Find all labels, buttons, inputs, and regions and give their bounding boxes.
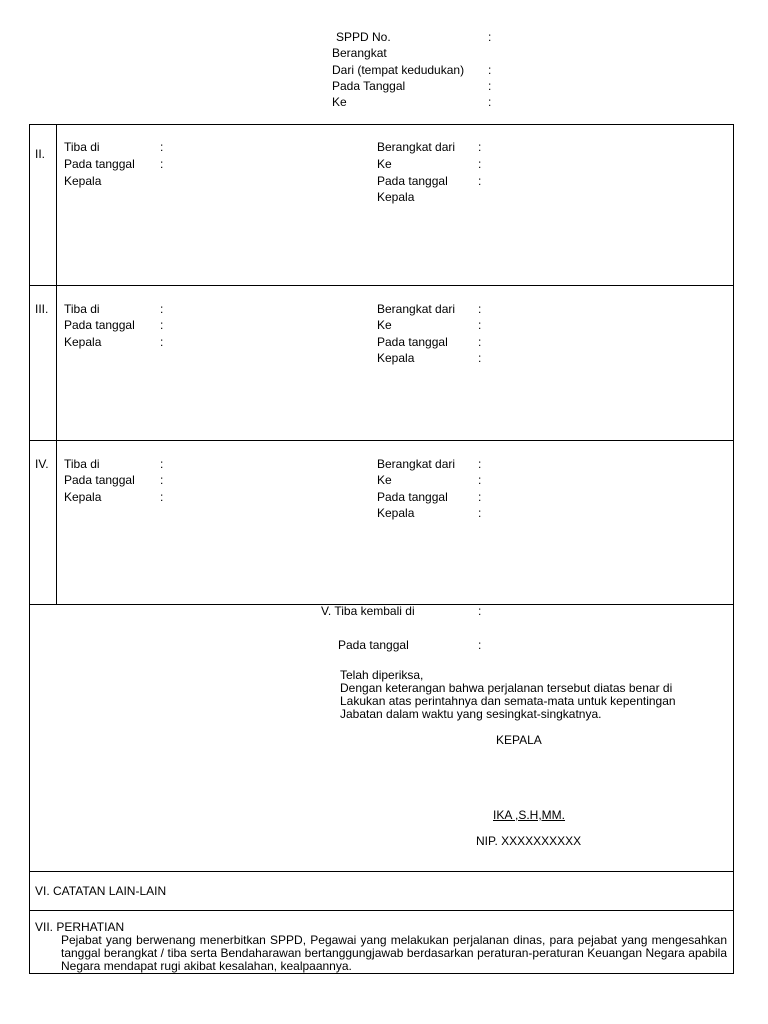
- section-iv-right-kepala-colon: :: [478, 506, 482, 520]
- divider-ii-iii: [29, 285, 734, 286]
- section-iii-berangkat-label: Berangkat dari: [377, 302, 456, 316]
- section-v-paragraph: [340, 669, 676, 721]
- section-vi-title: VI. CATATAN LAIN-LAIN: [35, 884, 167, 898]
- section-iii-pada-tanggal-label: Pada tanggal: [377, 335, 448, 349]
- section-iii-tiba-colon: :: [160, 302, 164, 316]
- section-ii-right-kepala-label: Kepala: [377, 190, 415, 204]
- border-bottom: [29, 973, 734, 974]
- section-iii-kepala-label: Kepala: [64, 335, 102, 349]
- section-iii-tanggal-colon: :: [160, 318, 164, 332]
- section-ii-berangkat-label: Berangkat dari: [377, 140, 456, 154]
- section-v-paragraph-line: Telah diperiksa,: [340, 668, 424, 682]
- section-ii-ke-label: Ke: [377, 157, 392, 171]
- section-iv-berangkat-label: Berangkat dari: [377, 457, 456, 471]
- header-dari-label: Dari (tempat kedudukan): [332, 63, 465, 77]
- header-dari-colon: :: [488, 63, 492, 77]
- section-iv-ke-colon: :: [478, 473, 482, 487]
- section-ii-tanggal-colon: :: [160, 157, 164, 171]
- section-v-tiba-label: V. Tiba kembali di: [321, 604, 415, 618]
- border-right: [733, 124, 734, 974]
- header-pada-tanggal-label: Pada Tanggal: [332, 79, 406, 93]
- section-ii-pada-tanggal-label: Pada tanggal: [377, 174, 448, 188]
- header-sppd-no-colon: :: [488, 30, 492, 44]
- section-v-paragraph-line: Lakukan atas perintahnya dan semata-mata untuk kepentingan: [340, 694, 676, 708]
- section-iii-tiba-label: Tiba di: [64, 302, 100, 316]
- section-v-tanggal-colon: :: [478, 638, 482, 652]
- border-top: [29, 124, 734, 125]
- section-iii-numeral: III.: [35, 302, 49, 316]
- section-ii-tiba-colon: :: [160, 140, 164, 154]
- section-ii-kepala-label: Kepala: [64, 174, 102, 188]
- section-iii-right-kepala-label: Kepala: [377, 351, 415, 365]
- section-v-signer-name: IKA ,S.H,MM.: [493, 808, 566, 822]
- section-iv-tanggal-colon: :: [160, 473, 164, 487]
- divider-iii-iv: [29, 440, 734, 441]
- section-iv-kepala-label: Kepala: [64, 490, 102, 504]
- section-iii-berangkat-colon: :: [478, 302, 482, 316]
- section-iii-tanggal-label: Pada tanggal: [64, 318, 135, 332]
- section-iv-ke-label: Ke: [377, 473, 392, 487]
- section-ii-berangkat-colon: :: [478, 140, 482, 154]
- section-iv-tiba-colon: :: [160, 457, 164, 471]
- section-vii-title: VII. PERHATIAN: [35, 920, 125, 934]
- section-v-paragraph-line: Jabatan dalam waktu yang sesingkat-singkatnya.: [340, 707, 602, 721]
- section-v-signer-nip: NIP. XXXXXXXXXX: [476, 834, 582, 848]
- section-ii-ke-colon: :: [478, 157, 482, 171]
- section-iv-right-kepala-label: Kepala: [377, 506, 415, 520]
- numeral-column-divider: [56, 124, 57, 605]
- section-ii-numeral: II.: [35, 147, 46, 161]
- section-iv-kepala-colon: :: [160, 490, 164, 504]
- header-sppd-no-label: SPPD No.: [336, 30, 391, 44]
- header-berangkat-label: Berangkat: [332, 46, 387, 60]
- divider-vi-vii: [29, 910, 734, 911]
- section-ii-tanggal-label: Pada tanggal: [64, 157, 135, 171]
- section-iii-kepala-colon: :: [160, 335, 164, 349]
- section-ii-pada-tanggal-colon: :: [478, 174, 482, 188]
- section-iii-pada-tanggal-colon: :: [478, 335, 482, 349]
- section-iv-pada-tanggal-colon: :: [478, 490, 482, 504]
- section-vii-text: Pejabat yang berwenang menerbitkan SPPD, Pegawai yang melakukan perjalanan dinas, para pejabat yang mengesahkan tanggal berangkat / tiba serta Bendaharawan bertanggungjawab berdasarkan peraturan-peraturan Keuangan Negara apabila Negara mendapat rugi akibat kesalahan, kealpaannya.: [61, 933, 727, 973]
- header-ke-colon: :: [488, 95, 492, 109]
- section-iv-pada-tanggal-label: Pada tanggal: [377, 490, 448, 504]
- section-iv-numeral: IV.: [35, 457, 49, 471]
- section-v-tanggal-label: Pada tanggal: [338, 638, 409, 652]
- border-left: [29, 124, 30, 974]
- header-pada-tanggal-colon: :: [488, 79, 492, 93]
- section-v-signer-title: KEPALA: [496, 733, 542, 747]
- section-iii-ke-label: Ke: [377, 318, 392, 332]
- section-iii-right-kepala-colon: :: [478, 351, 482, 365]
- section-iv-berangkat-colon: :: [478, 457, 482, 471]
- section-iii-ke-colon: :: [478, 318, 482, 332]
- header-ke-label: Ke: [332, 95, 347, 109]
- section-v-tiba-colon: :: [478, 604, 482, 618]
- section-iv-tanggal-label: Pada tanggal: [64, 473, 135, 487]
- section-iv-tiba-label: Tiba di: [64, 457, 100, 471]
- section-ii-tiba-label: Tiba di: [64, 140, 100, 154]
- section-v-paragraph-line: Dengan keterangan bahwa perjalanan tersebut diatas benar di: [340, 681, 673, 695]
- divider-v-vi: [29, 871, 734, 872]
